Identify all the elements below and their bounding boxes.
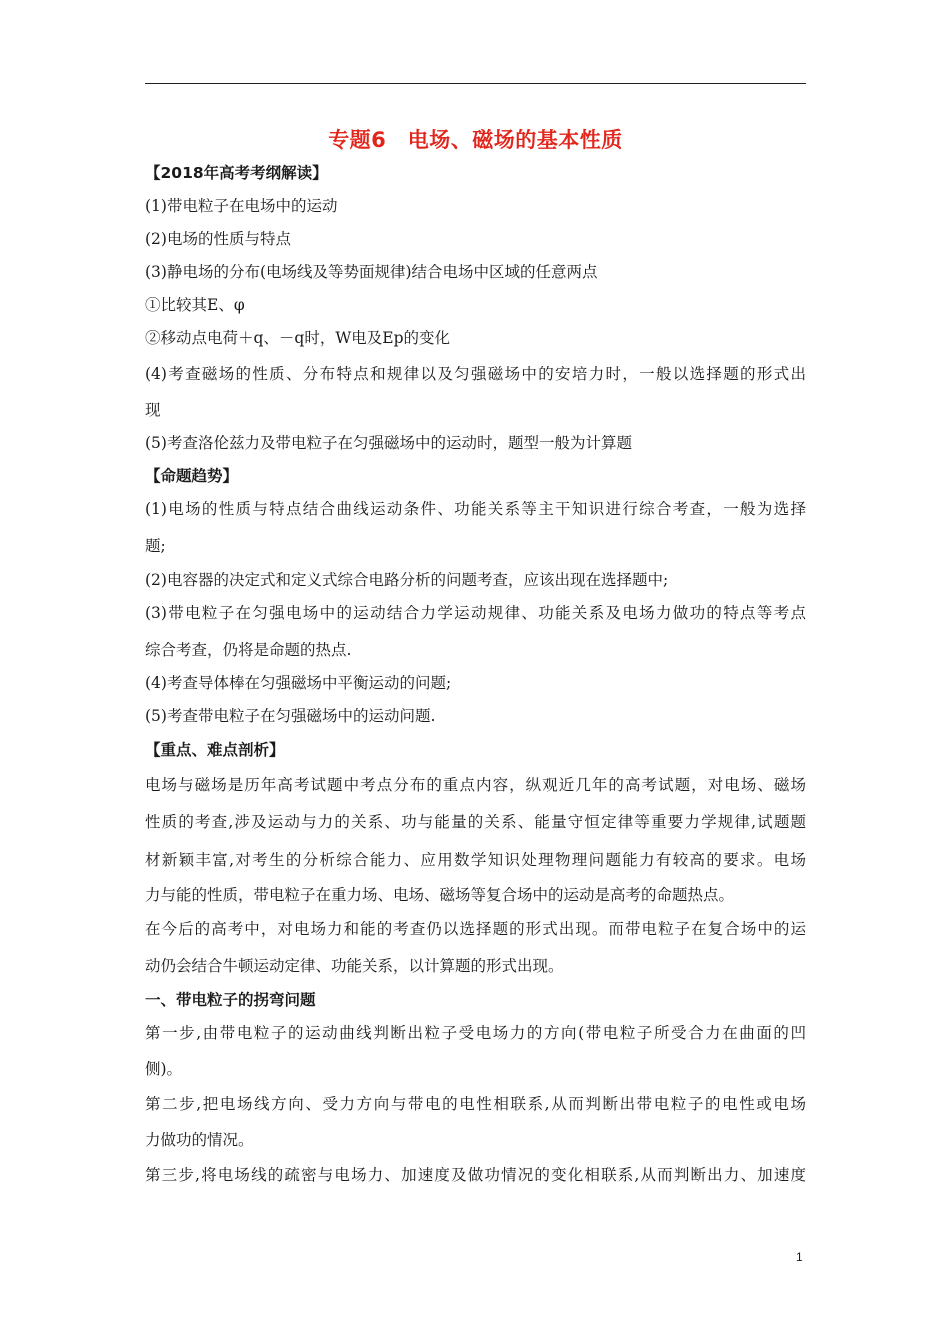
part1-heading: 一、带电粒子的拐弯问题 bbox=[145, 991, 316, 1009]
analysis-line: 电场与磁场是历年高考试题中考点分布的重点内容，纵观近几年的高考试题，对电场、磁场 bbox=[145, 776, 806, 794]
trend-item: (4)考查导体棒在匀强磁场中平衡运动的问题; bbox=[145, 674, 452, 692]
trend-item: (2)电容器的决定式和定义式综合电路分析的问题考查，应该出现在选择题中; bbox=[145, 571, 669, 589]
analysis-line: 在今后的高考中，对电场力和能的考查仍以选择题的形式出现。而带电粒子在复合场中的运 bbox=[145, 920, 806, 938]
outline-item: 现 bbox=[145, 401, 161, 419]
trend-item: (5)考查带电粒子在匀强磁场中的运动问题. bbox=[145, 707, 436, 725]
analysis-line: 动仍会结合牛顿运动定律、功能关系，以计算题的形式出现。 bbox=[145, 957, 564, 975]
analysis-line: 材新颖丰富,对考生的分析综合能力、应用数学知识处理物理问题能力有较高的要求。电场 bbox=[145, 851, 806, 869]
page-title: 专题6 电场、磁场的基本性质 bbox=[328, 128, 623, 152]
trend-item: (1)电场的性质与特点结合曲线运动条件、功能关系等主干知识进行综合考查，一般为选择 bbox=[145, 500, 806, 518]
analysis-line: 力与能的性质，带电粒子在重力场、电场、磁场等复合场中的运动是高考的命题热点。 bbox=[145, 886, 735, 904]
analysis-heading: 【重点、难点剖析】 bbox=[145, 741, 285, 759]
page-number: 1 bbox=[796, 1250, 803, 1264]
part1-line: 第一步,由带电粒子的运动曲线判断出粒子受电场力的方向(带电粒子所受合力在曲面的凹 bbox=[145, 1024, 806, 1042]
header-rule bbox=[145, 83, 806, 84]
trend-heading: 【命题趋势】 bbox=[145, 467, 239, 485]
outline-item: (1)带电粒子在电场中的运动 bbox=[145, 197, 338, 215]
outline-item: ②移动点电荷＋q、－q时，W电及Ep的变化 bbox=[145, 329, 451, 347]
trend-item: (3)带电粒子在匀强电场中的运动结合力学运动规律、功能关系及电场力做功的特点等考点 bbox=[145, 604, 806, 622]
trend-item: 题; bbox=[145, 537, 166, 555]
analysis-line: 性质的考查,涉及运动与力的关系、功与能量的关系、能量守恒定律等重要力学规律,试题题 bbox=[145, 813, 806, 831]
outline-item: (3)静电场的分布(电场线及等势面规律)结合电场中区域的任意两点 bbox=[145, 263, 598, 281]
part1-line: 第二步,把电场线方向、受力方向与带电的电性相联系,从而判断出带电粒子的电性或电场 bbox=[145, 1095, 806, 1113]
outline-item: (5)考查洛伦兹力及带电粒子在匀强磁场中的运动时，题型一般为计算题 bbox=[145, 434, 632, 452]
outline-item: (4)考查磁场的性质、分布特点和规律以及匀强磁场中的安培力时，一般以选择题的形式出 bbox=[145, 365, 806, 383]
trend-item: 综合考查，仍将是命题的热点. bbox=[145, 641, 352, 659]
part1-line: 力做功的情况。 bbox=[145, 1131, 254, 1149]
outline-heading: 【2018年高考考纲解读】 bbox=[145, 164, 328, 182]
outline-item: (2)电场的性质与特点 bbox=[145, 230, 291, 248]
part1-line: 侧)。 bbox=[145, 1060, 183, 1078]
outline-item: ①比较其E、φ bbox=[145, 296, 245, 314]
part1-line: 第三步,将电场线的疏密与电场力、加速度及做功情况的变化相联系,从而判断出力、加速度 bbox=[145, 1166, 806, 1184]
